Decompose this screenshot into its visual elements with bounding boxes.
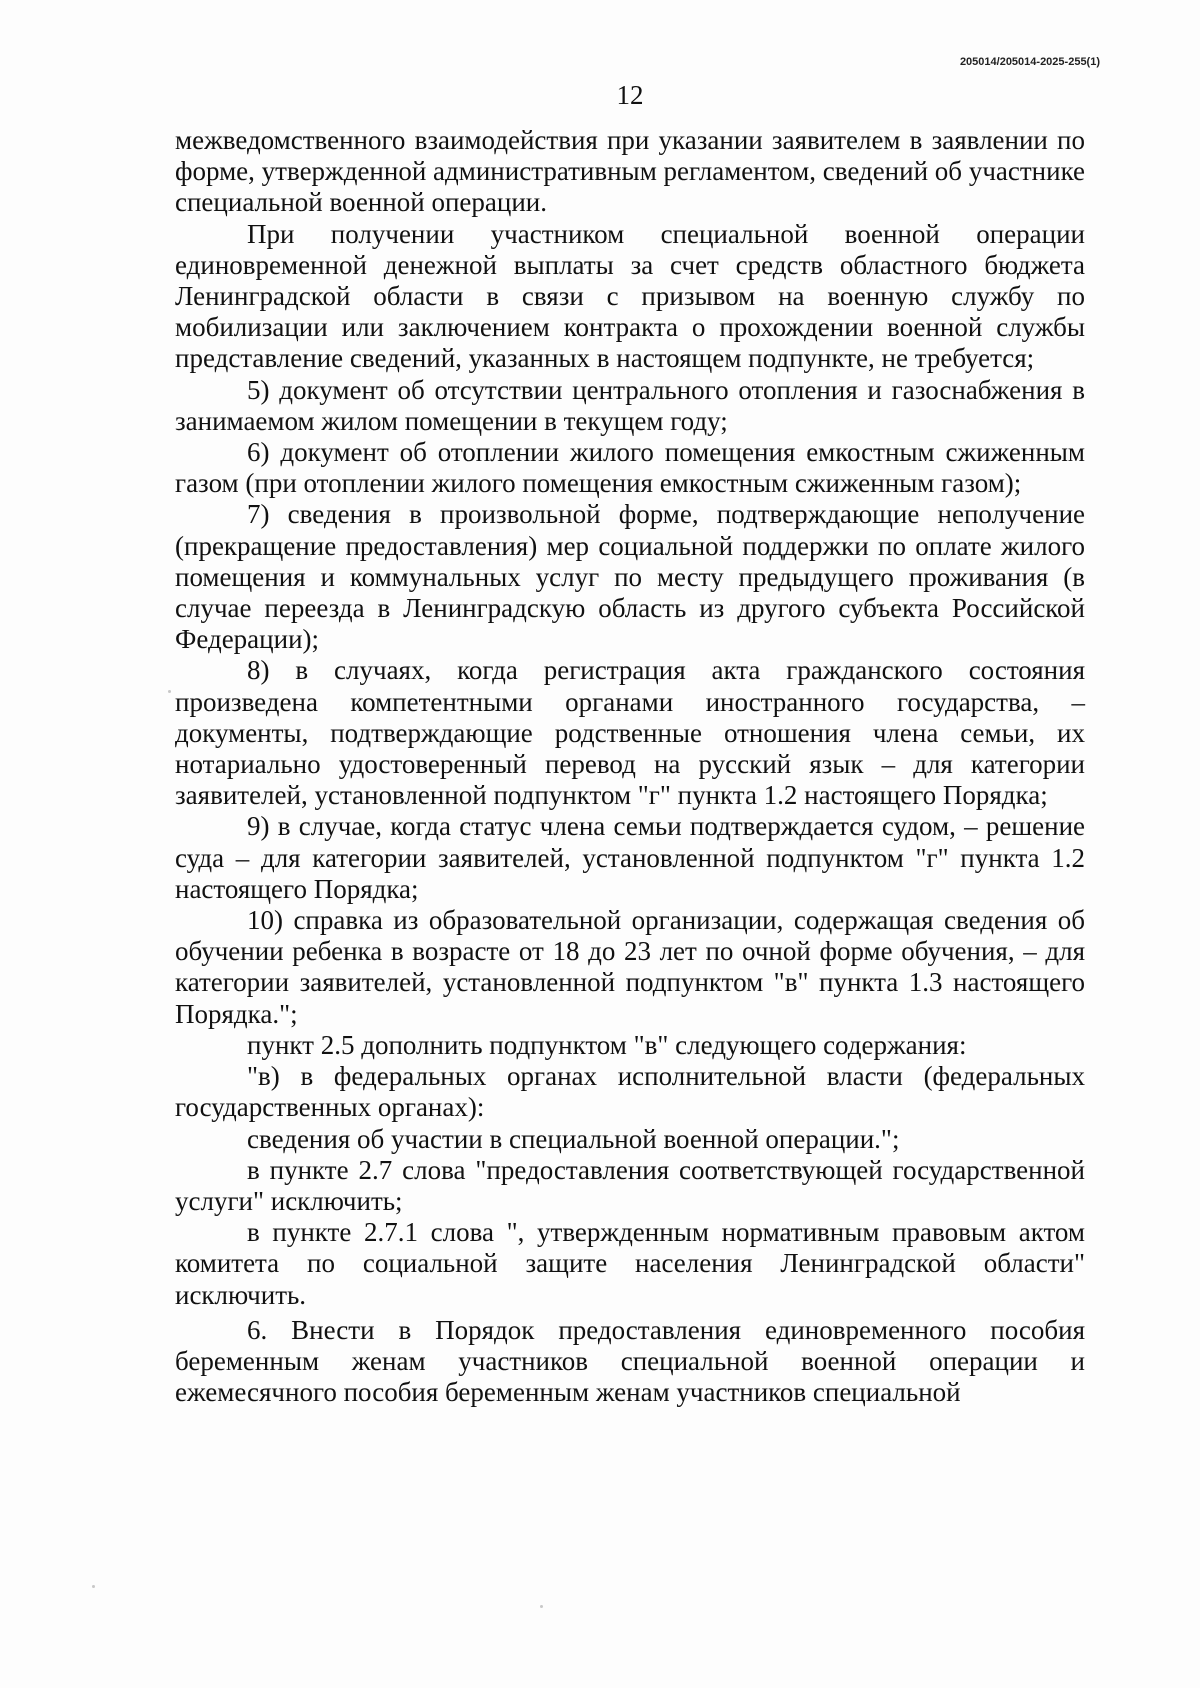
document-body: [175, 125, 1085, 1408]
paragraph-0: межведомственного взаимодействия при указании заявителем в заявлении по форме, утвержденной административным регламентом, сведений об участнике специальной военной операции.: [175, 125, 1085, 218]
scan-artifact: [540, 1605, 543, 1608]
paragraph-5: 8) в случаях, когда регистрация акта гражданского состояния произведена компетентными органами иностранного государства, – документы, подтверждающие родственные отношения члена семьи, их нотариально удостоверенный перевод на русский язык – для категории заявителей, установленной подпунктом "г" пункта 1.2 настоящего Порядка;: [175, 655, 1085, 811]
paragraph-3: 6) документ об отоплении жилого помещения емкостным сжиженным газом (при отоплении жилого помещения емкостным сжиженным газом);: [175, 437, 1085, 499]
scan-artifact: [92, 1585, 95, 1588]
paragraph-9: "в) в федеральных органах исполнительной власти (федеральных государственных органах):: [175, 1061, 1085, 1123]
paragraph-7: 10) справка из образовательной организации, содержащая сведения об обучении ребенка в возрасте от 18 до 23 лет по очной форме обучения, – для категории заявителей, установленной подпунктом "в" пункта 1.3 настоящего Порядка.";: [175, 905, 1085, 1029]
paragraph-6: 9) в случае, когда статус члена семьи подтверждается судом, – решение суда – для категории заявителей, установленной подпунктом "г" пункта 1.2 настоящего Порядка;: [175, 811, 1085, 904]
paragraph-2: 5) документ об отсутствии центрального отопления и газоснабжения в занимаемом жилом помещении в текущем году;: [175, 374, 1085, 436]
paragraph-4: 7) сведения в произвольной форме, подтверждающие неполучение (прекращение предоставления) мер социальной поддержки по оплате жилого помещения и коммунальных услуг по месту предыдущего проживания (в случае переезда в Ленинградскую область из другого субъекта Российской Федерации);: [175, 499, 1085, 655]
page-number: 12: [616, 80, 644, 110]
paragraph-11: в пункте 2.7 слова "предоставления соответствующей государственной услуги" исключить;: [175, 1154, 1085, 1216]
paragraph-13: 6. Внести в Порядок предоставления единовременного пособия беременным женам участников специальной военной операции и ежемесячного пособия беременным женам участников специальной: [175, 1314, 1085, 1408]
paragraph-12: в пункте 2.7.1 слова ", утвержденным нормативным правовым актом комитета по социальной защите населения Ленинградской области" исключить.: [175, 1217, 1085, 1310]
paragraph-10: сведения об участии в специальной военной операции.";: [247, 1123, 900, 1154]
paragraph-1: При получении участником специальной военной операции единовременной денежной выплаты за счет средств областного бюджета Ленинградской области в связи с призывом на военную службу по мобилизации или заключением контракта о прохождении военной службы представление сведений, указанных в настоящем подпункте, не требуется;: [175, 218, 1085, 374]
scan-artifact: [168, 690, 171, 693]
document-id: 205014/205014-2025-255(1): [959, 56, 1100, 68]
paragraph-8: пункт 2.5 дополнить подпунктом "в" следующего содержания:: [247, 1029, 967, 1060]
